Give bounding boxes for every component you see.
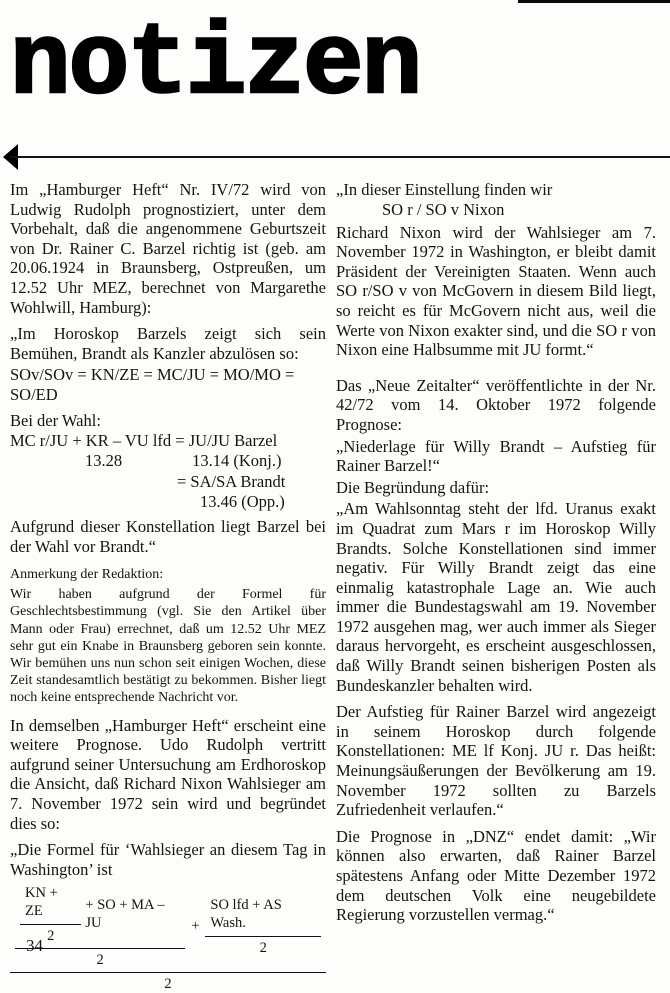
rule-line	[10, 156, 670, 158]
mid-fraction	[15, 884, 185, 969]
horoskop-paragraph: „Im Horoskop Barzels zeigt sich sein Bemühen, Brandt als Kanzler abzulösen so:	[10, 324, 326, 363]
outer-numerator	[10, 884, 326, 973]
wahlsonntag-paragraph: „Am Wahlsonntag steht der lfd. Uranus exakt im Quadrat zum Mars r im Horoskop Willy Brandts. Solche Konstellationen sind immer negativ. Für Willy Brandt zeigt das eine einmalig katastrophale Lage an. Wie auch immer die Bundestagswahl am 19. November 1972 ausgehen mag, wer auch immer als Sieger daraus hervorgeht, es erscheint ausgeschlossen, daß Willy Brandt seinen bisherigen Posten als Bundeskanzler behalten wird.	[336, 499, 656, 695]
header-rule	[0, 144, 670, 171]
horoskop-formula: SOv/SOv = KN/ZE = MC/JU = MO/MO = SO/ED	[10, 365, 295, 405]
left-column	[10, 180, 326, 993]
aufstieg-barzel-paragraph: Der Aufstieg für Rainer Barzel wird angezeigt in seinem Horoskop durch folgende Konstellationen: ME lf Konj. JU r. Das heißt: Meinungsäußerungen der Bevölkerung am 19. November 1972 sollten zu Barzels Zufriedenheit verlaufen.“	[336, 702, 656, 820]
outer-fraction	[10, 884, 326, 993]
wahl-formula-values	[10, 451, 326, 472]
page-number: 34	[26, 936, 43, 955]
mid-denominator: 2	[96, 951, 104, 968]
corner-print-mark	[518, 0, 670, 3]
einstellung-intro-line: „In dieser Einstellung finden wir	[336, 180, 553, 199]
right-column	[336, 180, 656, 932]
right-numerator: SO lfd + AS Wash.	[205, 896, 321, 936]
outer-denominator: 2	[164, 975, 172, 992]
right-denominator: 2	[259, 939, 267, 956]
mid-terms: + SO + MA – JU	[85, 897, 165, 932]
dnz-prognose-paragraph: Die Prognose in „DNZ“ endet damit: „Wir können also erwarten, daß Rainer Barzel spätestens Anfang oder Mitte Dezember 1972 dem deutschen Volk eine neugebildete Regierung vorzustellen vermag.“	[336, 826, 656, 925]
nixon-prognose-paragraph: In demselben „Hamburger Heft“ erscheint eine weitere Prognose. Udo Rudolph vertritt aufgrund seiner Untersuchung am Erdhoroskop die Ansicht, daß Richard Nixon Wahlsieger am 7. November 1972 sein wird und begründet dies so:	[10, 715, 326, 833]
wahl-value-konj: 13.14 (Konj.)	[192, 451, 282, 471]
wahl-value-barzel: 13.28	[85, 451, 123, 471]
wahl-formula-line1: MC r/JU + KR – VU lfd = JU/JU Barzel	[10, 430, 278, 450]
inner-denominator: 2	[47, 927, 55, 944]
intro-paragraph: Im „Hamburger Heft“ Nr. IV/72 wird von Ludwig Rudolph prognostiziert, unter dem Vorbehalt, daß die angenommene Geburtszeit von Dr. Rainer C. Barzel richtig ist (geb. am 20.06.1924 in Braunsberg, Ostpreußen, um 12.52 Uhr MEZ, berechnet von Margarethe Wohlwill, Hamburg):	[10, 180, 326, 317]
nixon-wahlsieger-paragraph: Richard Nixon wird der Wahlsieger am 7. November 1972 in Washington, er bleibt damit Präsident der Vereinigten Staaten. Wenn auch SO r/SO v von McGovern in diesem Bild liegt, so reicht es für McGovern nicht aus, weil die Werte von Nixon exakter sind, und die SO r von Nixon eine Halbsumme mit JU formt.“	[336, 222, 656, 360]
right-fraction	[205, 896, 321, 956]
begruendung-label: Die Begründung dafür:	[336, 477, 490, 497]
niederlage-paragraph: „Niederlage für Willy Brandt – Aufstieg für Rainer Barzel!“	[336, 436, 656, 476]
inner-numerator: KN + ZE	[20, 884, 81, 924]
konstellation-paragraph: Aufgrund dieser Konstellation liegt Barzel bei der Wahl vor Brandt.“	[10, 516, 326, 556]
neue-zeitalter-paragraph: Das „Neue Zeitalter“ veröffentlichte in der Nr. 42/72 vom 14. Oktober 1972 folgende Prognose:	[336, 375, 656, 434]
wahl-formula	[10, 431, 326, 513]
editor-note-heading: Anmerkung der Redaktion:	[10, 567, 164, 583]
formel-intro-paragraph: „Die Formel für ‘Wahlsieger an diesem Tag in Washington’ ist	[10, 840, 326, 879]
wahl-value-opp: 13.46 (Opp.)	[200, 492, 285, 512]
nixon-formula	[10, 884, 326, 993]
page-title: notizen	[10, 9, 421, 123]
nixon-so-formula: SO r / SO v Nixon	[382, 199, 505, 219]
wahl-label: Bei der Wahl:	[10, 411, 101, 431]
plus-operator: +	[191, 918, 200, 935]
editor-note-text: Wir haben aufgrund der Formel für Geschlechtsbestimmung (vgl. Sie den Artikel über Mann oder Frau) errechnet, daß um 12.52 Uhr MEZ sehr gut ein Knabe in Braunsberg geboren sein konnte. Wir bemühen uns nun schon seit einigen Wochen, diese Zeit standesamtlich bestätigt zu bekommen. Bisher liegt noch keine entsprechende Nachricht vor.	[10, 587, 326, 706]
wahl-formula-line2: = SA/SA Brandt	[177, 471, 286, 491]
